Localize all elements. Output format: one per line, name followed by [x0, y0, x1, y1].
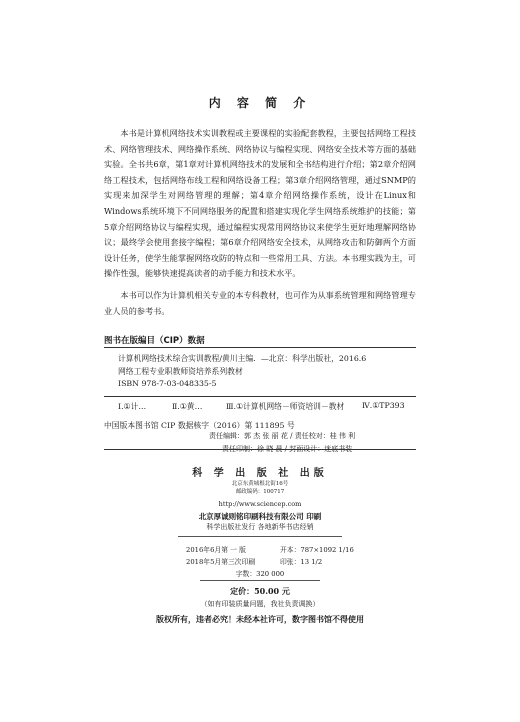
edition-info: 2016年6月第 一 版 — [186, 546, 246, 554]
production-line: 责任印制：徐 晓 晨 / 封面设计：迷底书装 — [222, 445, 353, 453]
cip-class-2: Ⅱ.①黄… — [172, 402, 203, 411]
divider — [104, 449, 416, 450]
summary-paragraph-2: 本书可以作为计算机相关专业的本专科教材，也可作为从事系统管理和网络管理专业人员的参考书。 — [104, 289, 416, 316]
publisher-website: http://www.sciencep.com — [218, 500, 302, 508]
content-summary — [104, 126, 416, 325]
format-info: 开本：787×1092 1/16 — [280, 546, 354, 554]
divider — [200, 580, 320, 581]
cip-class-1: Ⅰ.①计… — [118, 402, 147, 411]
page-title: 内 容 简 介 — [208, 96, 312, 110]
divider — [178, 536, 342, 537]
distribution-line: 科学出版社发行 各地新华书店经销 — [206, 523, 314, 531]
cip-heading: 图书在版编目（CIP）数据 — [104, 336, 205, 346]
summary-paragraph-1: 本书是计算机网络技术实训教程或主要课程的实验配套教程，主要包括网络工程技术、网络管理技术、网络操作系统、网络协议与编程实现、网络安全技术等方面的基础实验。全书共6章，第1章对计算机网络技术的发展和全书结构进行介绍；第2章介绍网络工程技术，包括网络布线工程和网络设备工程；第3章介绍网络管理，通过SNMP的实现来加深学生对网络管理的理解；第4章介绍网络操作系统，设计在Linux和Windows系统环境下不同网络服务的配置和搭建实现化学生网络系统维护的技能；第5章介绍网络协议与编程实现，通过编程实现常用网络协议来使学生更好地理解网络协议；最终学会使用套接字编程；第6章介绍网络安全技术，从网络攻击和防御两个方面设计任务，使学生能掌握网络攻防的特点和一些常用工具、方法。本书理实践为主，可操作性强，能够快速提高读者的动手能力和技术水平。 — [104, 128, 416, 279]
cip-class-3: Ⅲ.①计算机网络－师资培训－教材 — [226, 402, 345, 411]
divider — [104, 347, 416, 348]
cip-class-4: Ⅳ.①TP393 — [362, 401, 405, 410]
cip-record — [118, 353, 366, 391]
publisher-address: 北京东黄城根北街16号 — [231, 481, 289, 487]
printer-name: 北京厚诚则铭印刷科技有限公司 印刷 — [198, 512, 322, 521]
cip-series-line: 网络工程专业职教师资培养系列教材 — [118, 366, 243, 376]
sheets-info: 印张：13 1/2 — [280, 558, 323, 566]
publisher-zip: 邮政编码：100717 — [235, 489, 285, 495]
editors-line: 责任编辑：郭 杰 张 丽 花 / 责任校对：桂 伟 利 — [209, 432, 356, 440]
cip-title-line: 计算机网络技术综合实训教程/黄川主编．—北京：科学出版社，2016.6 — [118, 354, 367, 363]
word-count: 字数：320 000 — [235, 570, 285, 578]
printing-info: 2018年5月第三次印刷 — [186, 558, 256, 566]
divider — [104, 396, 416, 397]
quality-notice: （如有印装质量问题，我社负责调换） — [200, 600, 320, 608]
cip-data-number: 中国版本图书馆 CIP 数据核字（2016）第 111895 号 — [104, 421, 295, 430]
rights-statement: 版权所有，违者必究！未经本社许可，数字图书馆不得使用 — [156, 615, 364, 624]
cip-isbn-line: ISBN 978-7-03-048335-5 — [118, 379, 217, 389]
price: 定价：50.00 元 — [230, 586, 290, 596]
publisher-name: 科 学 出 版 社 出版 — [192, 468, 328, 479]
